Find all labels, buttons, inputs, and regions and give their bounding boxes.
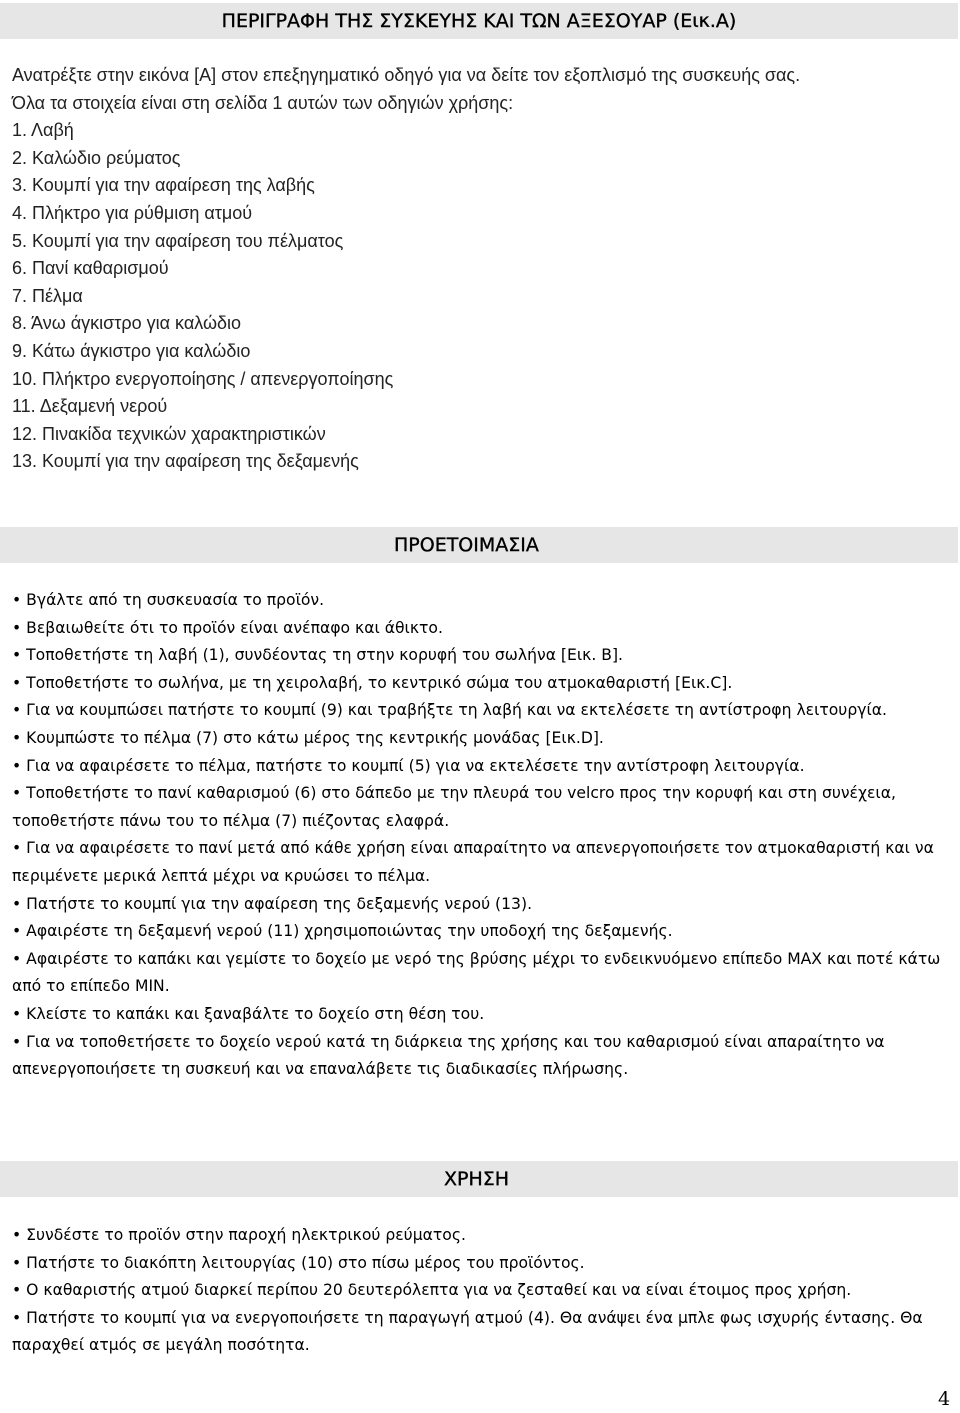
preparation-list — [12, 587, 956, 1084]
preparation-item: • Αφαιρέστε το καπάκι και γεμίστε το δοχείο με νερό της βρύσης μέχρι το ενδεικνυόμενο επίπεδο MAX και ποτέ κάτω από το επίπεδο MIN. — [12, 949, 941, 996]
parts-list-item: 2. Καλώδιο ρεύματος — [12, 147, 181, 168]
parts-list-item: 4. Πλήκτρο για ρύθμιση ατμού — [12, 202, 253, 223]
usage-item: • Πατήστε το διακόπτη λειτουργίας (10) στο πίσω μέρος του προϊόντος. — [12, 1253, 585, 1272]
section-title-bar — [0, 3, 958, 39]
preparation-heading-bar — [0, 527, 958, 563]
usage-item: • Ο καθαριστής ατμού διαρκεί περίπου 20 δευτερόλεπτα για να ζεσταθεί και να είναι έτοιμος προς χρήση. — [12, 1281, 852, 1300]
parts-list-item: 9. Κάτω άγκιστρο για καλώδιο — [12, 340, 251, 361]
parts-list-item: 11. Δεξαμενή νερού — [12, 396, 168, 417]
preparation-item: • Για να κουμπώσει πατήστε το κουμπί (9) και τραβήξτε τη λαβή και να εκτελέσετε τη αντίστροφη λειτουργία. — [12, 701, 887, 720]
preparation-item: • Κουμπώστε το πέλμα (7) στο κάτω μέρος της κεντρικής μονάδας [Εικ.D]. — [12, 728, 604, 747]
preparation-item: • Τοποθετήστε το πανί καθαρισμού (6) στο δάπεδο με την πλευρά του velcro προς την κορυφή και στη συνέχεια, τοποθετήστε πάνω του το πέλμα (7) πιέζοντας ελαφρά. — [12, 784, 896, 830]
usage-item: • Συνδέστε το προϊόν στην παροχή ηλεκτρικού ρεύματος. — [12, 1226, 466, 1244]
section-title: ΠΕΡΙΓΡΑΦΗ ΤΗΣ ΣΥΣΚΕΥΗΣ ΚΑΙ ΤΩΝ ΑΞΕΣΟΥΑΡ (Εικ.Α) — [221, 10, 737, 32]
preparation-item: • Για να αφαιρέσετε το πανί μετά από κάθε χρήση είναι απαραίτητο να απενεργοποιήσετε τον ατμοκαθαριστή και να περιμένετε μερικά λεπτά μέχρι να κρυώσει το πέλμα. — [12, 839, 934, 885]
intro-text — [12, 62, 952, 476]
page-number: 4 — [938, 1388, 951, 1410]
parts-list-item: 10. Πλήκτρο ενεργοποίησης / απενεργοποίησης — [12, 368, 394, 389]
intro-line: Ανατρέξτε στην εικόνα [Α] στον επεξηγηματικό οδηγό για να δείτε τον εξοπλισμό της συσκευής σας. — [12, 65, 801, 85]
preparation-item: • Πατήστε το κουμπί για την αφαίρεση της δεξαμενής νερού (13). — [12, 894, 533, 913]
preparation-item: • Αφαιρέστε τη δεξαμενή νερού (11) χρησιμοποιώντας την υποδοχή της δεξαμενής. — [12, 922, 673, 941]
preparation-item: • Για να αφαιρέσετε το πέλμα, πατήστε το κουμπί (5) για να εκτελέσετε την αντίστροφη λειτουργία. — [12, 756, 805, 775]
parts-list-item: 13. Κουμπί για την αφαίρεση της δεξαμενής — [12, 451, 359, 472]
usage-list — [12, 1222, 956, 1360]
intro-line: Όλα τα στοιχεία είναι στη σελίδα 1 αυτών των οδηγιών χρήσης: — [12, 92, 514, 113]
parts-list-item: 6. Πανί καθαρισμού — [12, 258, 169, 279]
parts-list-item: 7. Πέλμα — [12, 285, 83, 306]
parts-list-item: 8. Άνω άγκιστρο για καλώδιο — [12, 313, 242, 334]
preparation-heading: ΠΡΟΕΤΟΙΜΑΣΙΑ — [394, 534, 539, 556]
preparation-item: • Τοποθετήστε το σωλήνα, με τη χειρολαβή, το κεντρικό σώμα του ατμοκαθαριστή [Εικ.C]. — [12, 673, 733, 692]
preparation-item: • Για να τοποθετήσετε το δοχείο νερού κατά τη διάρκεια της χρήσης και του καθαρισμού είναι απαραίτητο να απενεργοποιήσετε τη συσκευή και να επαναλάβετε τις διαδικασίες πλήρωσης. — [12, 1032, 885, 1079]
usage-heading-bar — [0, 1161, 958, 1197]
parts-list-item: 12. Πινακίδα τεχνικών χαρακτηριστικών — [12, 423, 326, 444]
usage-item: • Πατήστε το κουμπί για να ενεργοποιήσετε τη παραγωγή ατμού (4). Θα ανάψει ένα μπλε φως ισχυρής έντασης. Θα παραχθεί ατμός σε μεγάλη ποσότητα. — [12, 1308, 923, 1355]
preparation-item: • Βεβαιωθείτε ότι το προϊόν είναι ανέπαφο και άθικτο. — [12, 618, 443, 637]
parts-list-item: 1. Λαβή — [12, 120, 74, 141]
preparation-item: • Τοποθετήστε τη λαβή (1), συνδέοντας τη στην κορυφή του σωλήνα [Εικ. B]. — [12, 646, 623, 665]
preparation-item: • Κλείστε το καπάκι και ξαναβάλτε το δοχείο στη θέση του. — [12, 1004, 485, 1023]
usage-heading: ΧΡΗΣΗ — [444, 1168, 510, 1190]
preparation-item: • Βγάλτε από τη συσκευασία το προϊόν. — [12, 591, 325, 609]
parts-list-item: 5. Κουμπί για την αφαίρεση του πέλματος — [12, 230, 344, 251]
parts-list-item: 3. Κουμπί για την αφαίρεση της λαβής — [12, 175, 315, 196]
